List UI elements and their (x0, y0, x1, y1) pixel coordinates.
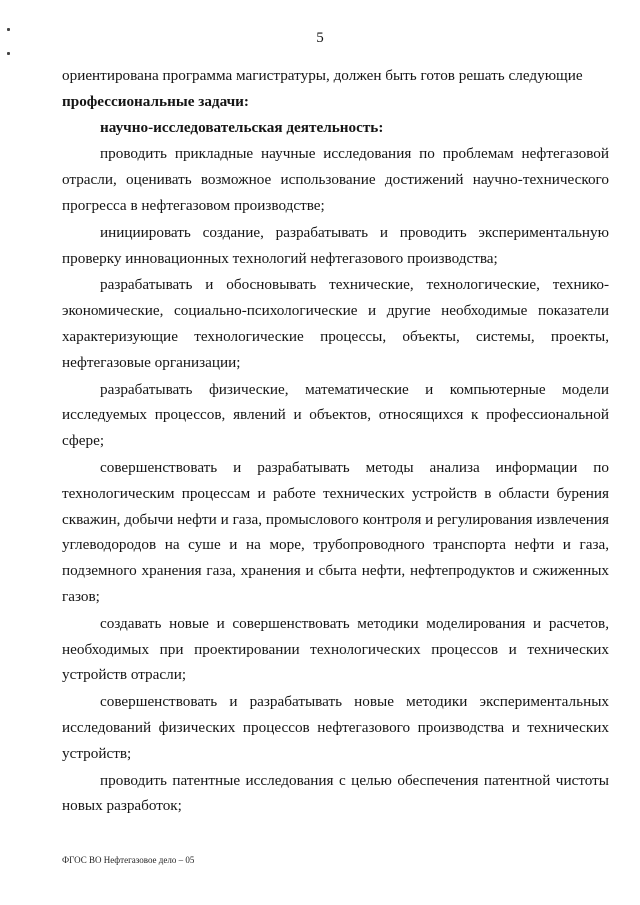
list-item: инициировать создание, разрабатывать и проводить экспериментальную проверку инновационных технологий нефтегазового производства; (62, 223, 609, 267)
heading-professional-tasks: профессиональные задачи: (62, 92, 249, 110)
list-item: совершенствовать и разрабатывать новые методики экспериментальных исследований физических процессов нефтегазового производства и технических устройств; (62, 693, 609, 762)
page-footer: ФГОС ВО Нефтегазовое дело – 05 (62, 855, 195, 865)
paragraph-intro: ориентирована программа магистратуры, должен быть готов решать следующие (62, 67, 583, 84)
list-item: совершенствовать и разрабатывать методы анализа информации по технологическим процессам и работе технических устройств в области бурения скважин, добычи нефти и газа, промыслового контроля и регулирования извлечения углеводородов на суше и на море, трубопроводного транспорта нефти и газа, подземного хранения газа, хранения и сбыта нефти, нефтепродуктов и сжиженных газов; (62, 458, 609, 605)
body-text (62, 63, 609, 819)
heading-research-activity: научно-исследовательская деятельность: (100, 118, 384, 136)
list-item: разрабатывать и обосновывать технические, технологические, технико-экономические, социально-психологические и другие необходимые показатели характеризующие технологические процессы, объекты, системы, проекты, нефтегазовые организации; (62, 276, 609, 371)
scan-mark (7, 52, 10, 55)
list-item: разрабатывать физические, математические и компьютерные модели исследуемых процессов, явлений и объектов, относящихся к профессиональной сфере; (62, 380, 609, 450)
list-item: создавать новые и совершенствовать методики моделирования и расчетов, необходимых при проектировании технологических процессов и технических устройств отрасли; (62, 614, 609, 684)
list-item: проводить прикладные научные исследования по проблемам нефтегазовой отрасли, оценивать возможное использование достижений научно-технического прогресса в нефтегазовом производстве; (62, 145, 609, 214)
list-item: проводить патентные исследования с целью обеспечения патентной чистоты новых разработок; (62, 771, 609, 815)
page-number: 5 (316, 30, 324, 46)
